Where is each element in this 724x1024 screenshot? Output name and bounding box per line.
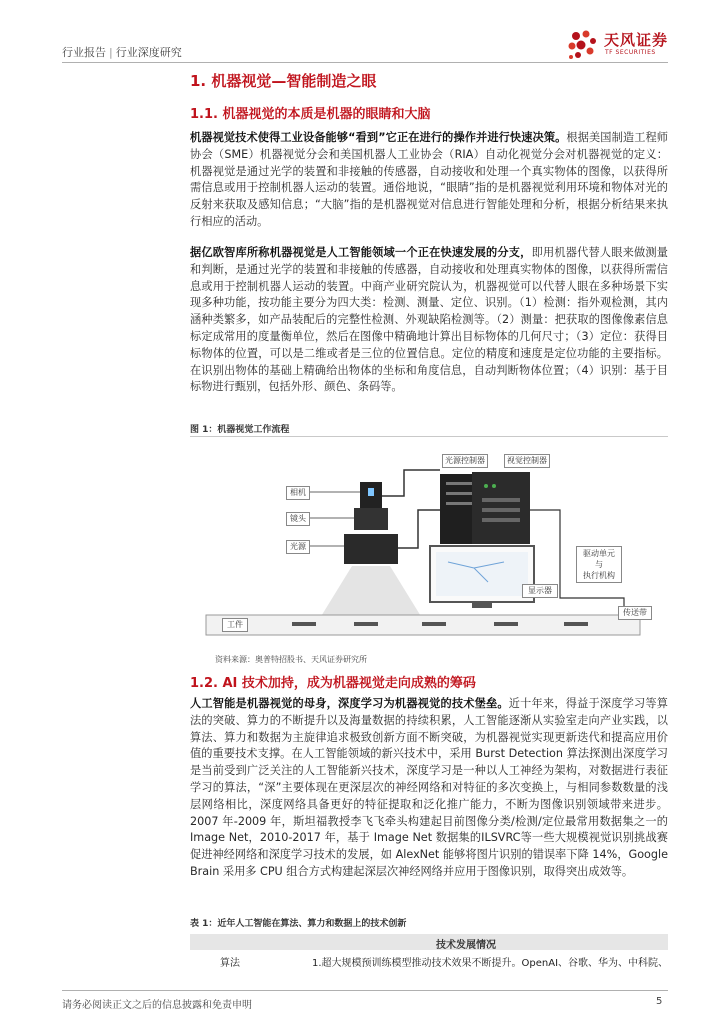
- footer-divider: [62, 990, 668, 991]
- table-1-header: [190, 934, 668, 950]
- label-workpiece: 工件: [222, 618, 248, 632]
- camera-indicator: [368, 488, 374, 496]
- label-light: 光源: [286, 540, 310, 554]
- footer-disclaimer: 请务必阅读正文之后的信息披露和免责申明: [62, 1000, 252, 1011]
- workpiece-mark: [292, 622, 316, 626]
- table-cell-content: 1.超大规模预训练模型推动技术效果不断提升。OpenAI、谷歌、华为、中科院、: [312, 958, 669, 969]
- page-number: 5: [656, 996, 663, 1007]
- label-conveyor: 传送带: [618, 606, 652, 620]
- paragraph-1: [190, 130, 668, 231]
- brand-name: 天风证券: [604, 31, 669, 49]
- label-camera: 相机: [286, 486, 310, 500]
- label-lens: 镜头: [286, 512, 310, 526]
- camera-cable: [382, 470, 440, 496]
- header-separator: |: [109, 46, 113, 59]
- monitor-stand: [472, 602, 492, 608]
- paragraph-1-lead: 机器视觉技术使得工业设备能够“看到”它正在进行的操作并进行快速决策。: [190, 131, 567, 144]
- brand-name-en: TF SECURITIES: [605, 49, 656, 56]
- paragraph-2-body: 即用机器代替人眼来做测量和判断，是通过光学的装置和非接触的传感器，自动接收和处理真实物体的图像，以获得所需信息或用于控制机器人运动的装置。中商产业研究院认为，机器视觉可以代替人眼在多种场景下实现多种功能，按功能主要分为四大类：检测、测量、定位、识别。（1）检测：指外观检测，其内涵种类繁多，如产品装配后的完整性检测、外观缺陷检测等。（2）测量：把获取的图像像素信息标定成常用的度量衡单位，然后在图像中精确地计算出目标物体的几何尺寸；（3）定位：获得目标物体的位置，可以是二维或者是三位的位置信息。定位的精度和速度是定位功能的主要指标。在识别出物体的基础上精确给出物体的坐标和角度信息，自动判断物体位置；（4）识别：基于目标物进行甄别，包括外形、颜色、条码等。: [190, 246, 668, 394]
- workpiece-mark: [422, 622, 446, 626]
- paragraph-3: [190, 696, 668, 881]
- table-row: [190, 954, 668, 970]
- label-vision-controller: 视觉控制器: [504, 454, 550, 468]
- workpiece-mark: [354, 622, 378, 626]
- figure-1-title: 图 1：机器视觉工作流程: [190, 425, 290, 435]
- workpiece-mark: [494, 622, 518, 626]
- light-cable: [398, 510, 440, 548]
- subsection-title-1-2: 1.2. AI 技术加持，成为机器视觉走向成熟的筹码: [190, 676, 476, 691]
- light-beam: [320, 566, 422, 618]
- table-1-title: 表 1：近年人工智能在算法、算力和数据上的技术创新: [190, 919, 407, 929]
- brand-logo-icon: [566, 28, 600, 62]
- paragraph-2-lead: 据亿欧智库所称机器视觉是人工智能领域一个正在快速发展的分支，: [190, 246, 532, 259]
- section-title: 1. 机器视觉—智能制造之眼: [190, 72, 377, 90]
- paragraph-3-lead: 人工智能是机器视觉的母身，深度学习为机器视觉的技术堡垒。: [190, 697, 509, 710]
- table-1-header-label: 技术发展情况: [436, 940, 496, 951]
- header-breadcrumb: [62, 44, 182, 60]
- machine-vision-workflow-figure: [204, 450, 656, 646]
- figure-1-top-rule: [190, 436, 668, 437]
- header-subcategory: 行业深度研究: [115, 46, 182, 59]
- subsection-title-1-1: 1.1. 机器视觉的本质是机器的眼睛和大脑: [190, 107, 431, 122]
- ring-light: [344, 534, 398, 564]
- workpiece-mark: [564, 622, 588, 626]
- label-light-controller: 光源控制器: [442, 454, 488, 468]
- camera-lens: [354, 508, 388, 530]
- monitor-screen: [436, 552, 528, 596]
- paragraph-1-body: 根据美国制造工程师协会（SME）机器视觉分会和美国机器人工业协会（RIA）自动化视觉分会对机器视觉的定义：机器视觉是通过光学的装置和非接触的传感器，自动接收和处理一个真实物体的图像，以获得所需信息或用于控制机器人运动的装置。通俗地说，“眼睛”指的是机器视觉利用环境和物体对光的反射来获取及感知信息；“大脑”指的是机器视觉对信息进行智能处理和分析，根据分析结果来执行相应的活动。: [190, 131, 668, 228]
- brand-logo: [566, 24, 706, 64]
- label-drive-unit: 驱动单元 与 执行机构: [576, 546, 622, 583]
- label-display: 显示器: [522, 584, 558, 598]
- header-category: 行业报告: [62, 46, 106, 59]
- paragraph-3-body: 近十年来，得益于深度学习等算法的突破、算力的不断提升以及海量数据的持续积累，人工智能逐渐从实验室走向产业实践，以算法、算力和数据为主旋律追求极致创新方面不断突破，为机器视觉实现更新迭代和提高应用价值的重要技术支撑。在人工智能领域的新兴技术中，采用 Burst Detection 算法探测出深度学习是当前受到广泛关注的人工智能新兴技术，深度学习是一种以人工神经为架构，对数据进行表征学习的算法，“深”主要体现在更深层次的神经网络和对特征的多次变换上，与相同参数数量的浅层网络相比，深度网络具备更好的特征提取和泛化推广能力，不断为图像识别领域带来进步。2007 年-2009 年，斯坦福教授李飞飞牵头构建起目前图像分类/检测/定位最常用数据集之一的 Image Net，2010-2017 年，基于 Image Net 数据集的ILSVRC等一些大规模视觉识别挑战赛促进神经网络和深度学习技术的发展，如 AlexNet 能够将图片识别的错误率下降 14%，Google Brain 采用多 CPU 组合方式构建起深层次神经网络并应用于图像识别，取得突出成效等。: [190, 697, 668, 878]
- paragraph-2: [190, 245, 668, 396]
- table-cell-category: 算法: [220, 958, 240, 969]
- figure-1-source: 资料来源：奥普特招股书、天风证券研究所: [215, 655, 367, 664]
